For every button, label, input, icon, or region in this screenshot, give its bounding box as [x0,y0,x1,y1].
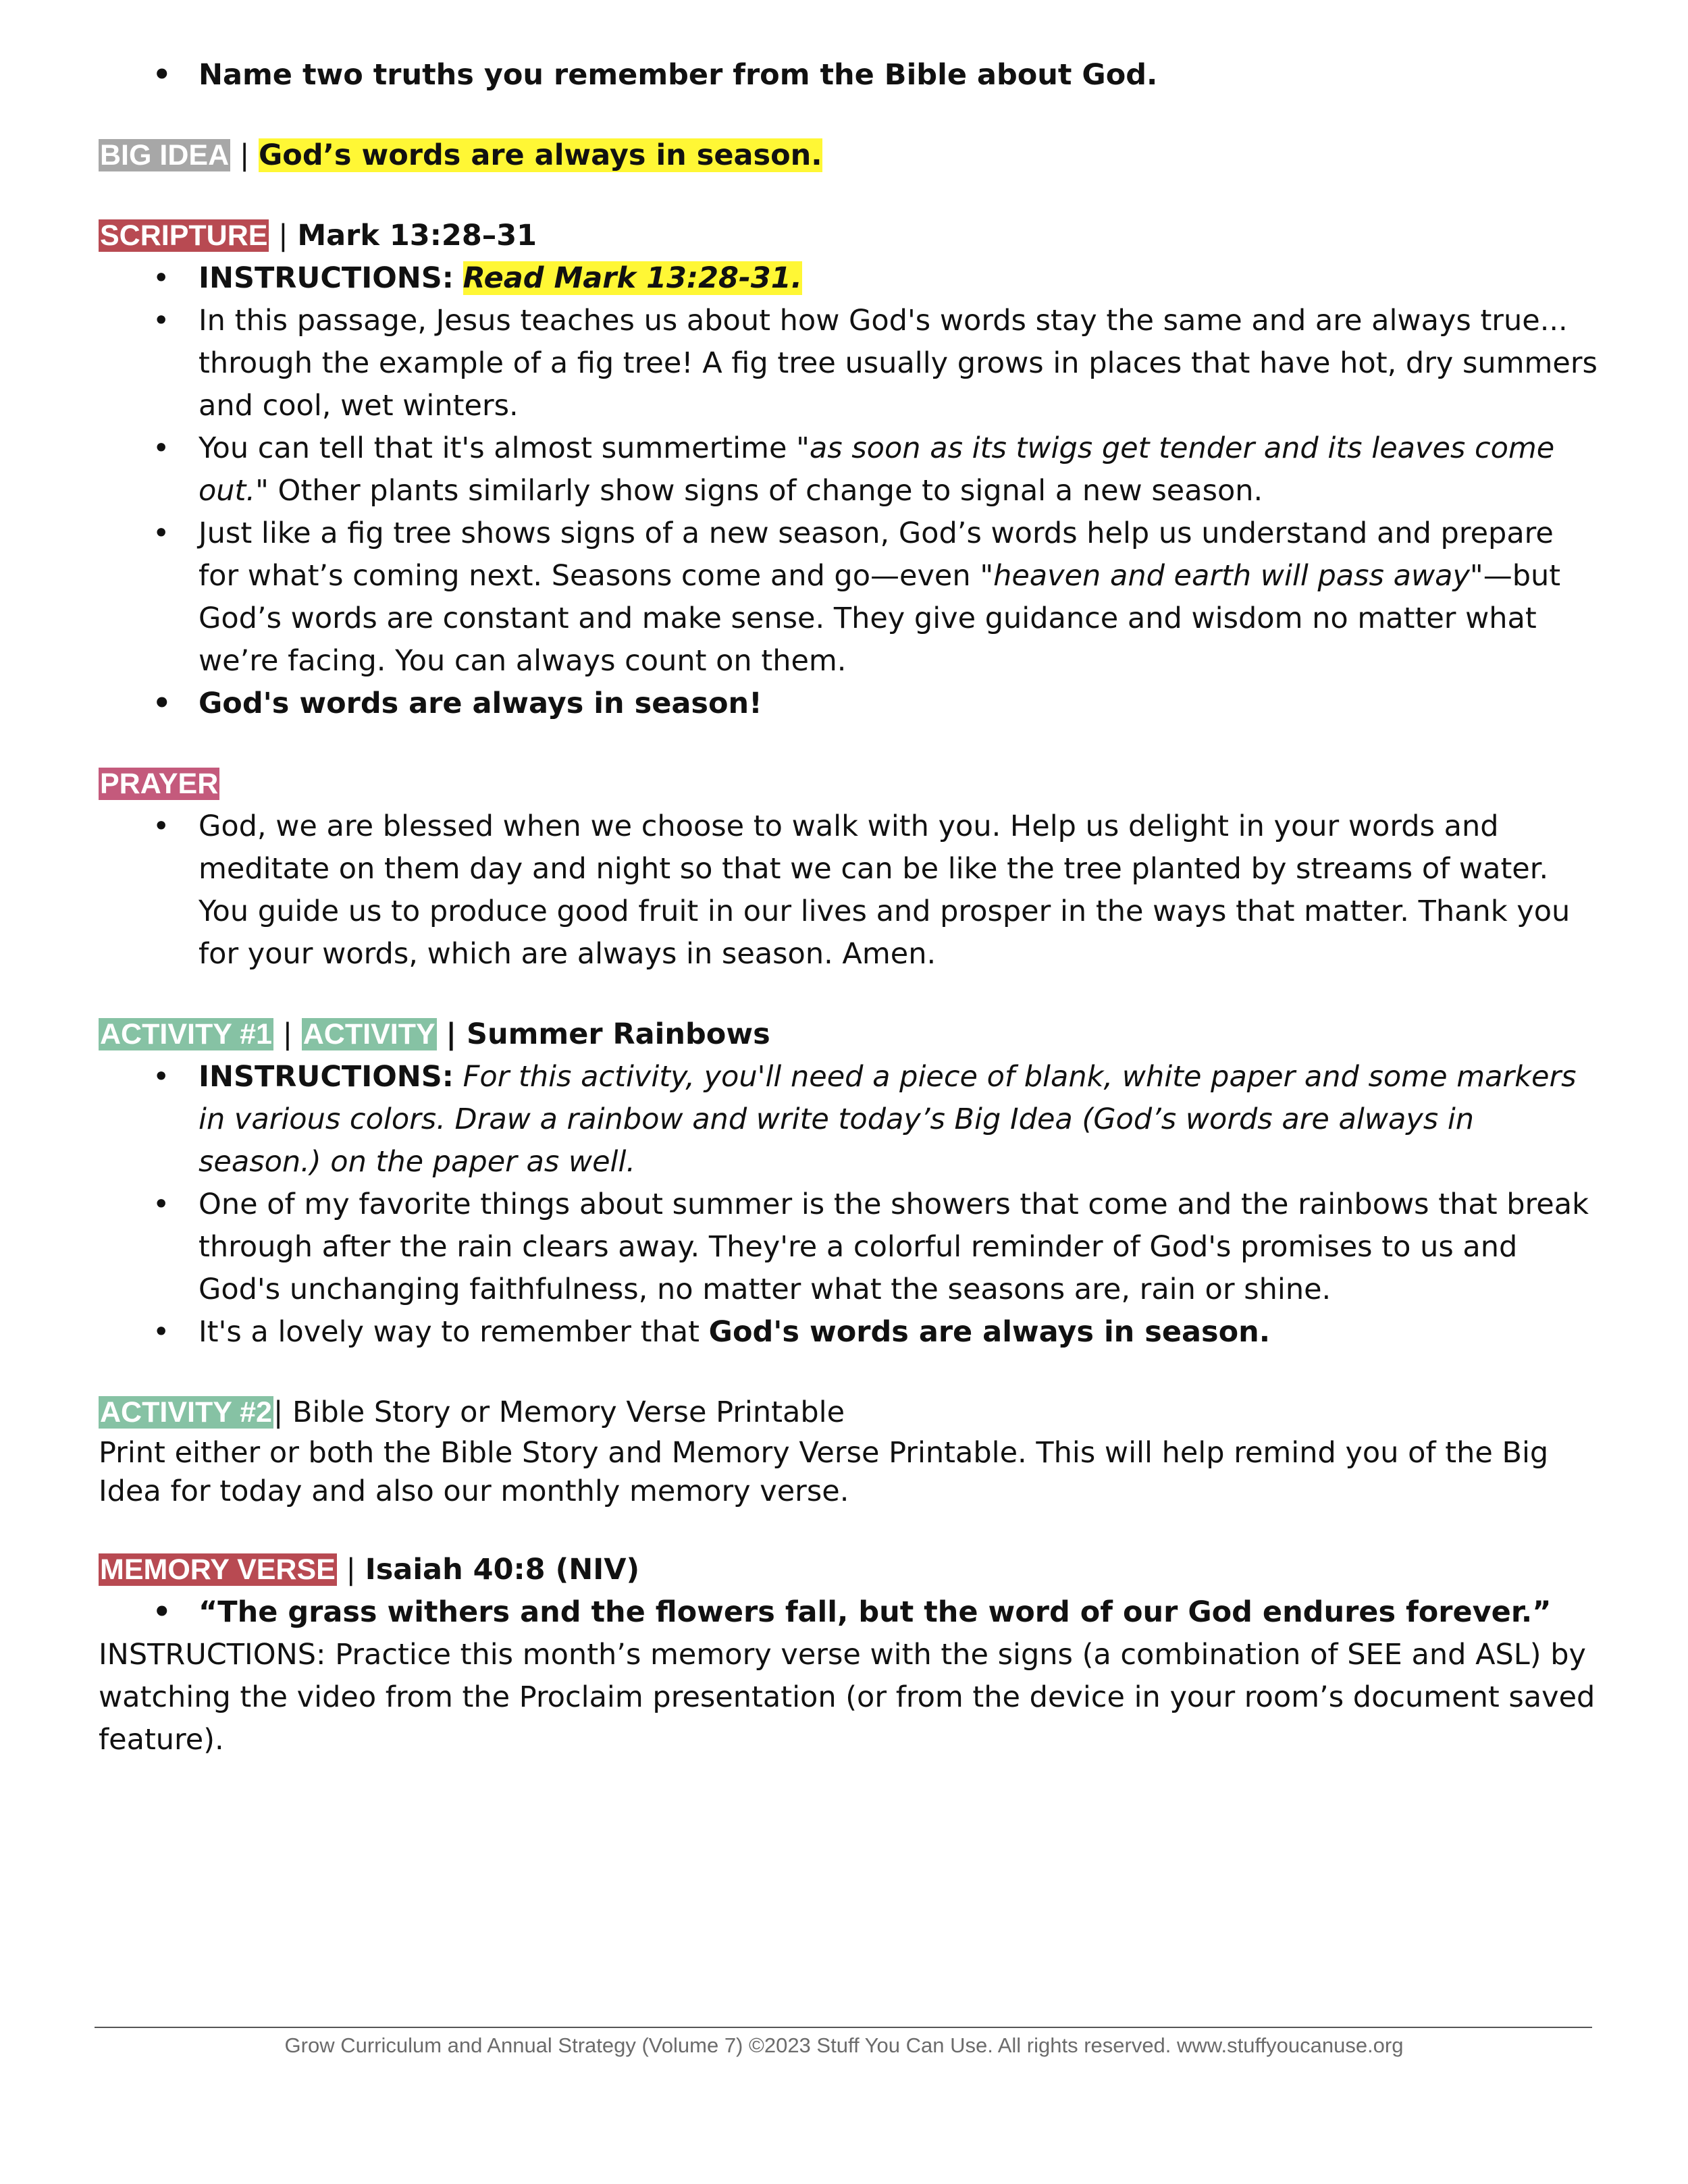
scripture-instructions-text: Read Mark 13:28-31. [463,261,802,295]
activity2-title: | Bible Story or Memory Verse Printable [273,1395,845,1429]
list-item [99,1056,1598,1183]
memory-verse-list [99,1591,1598,1634]
scripture-tag: SCRIPTURE [100,219,268,252]
prayer-list [99,805,1598,976]
prayer-tag: PRAYER [100,768,219,800]
activity2-body: Print either or both the Bible Story and Memory Verse Printable. This will help remind you of the Big Idea for today and also our monthly memory verse. [99,1436,1549,1508]
activity2-heading [99,1391,1598,1434]
footer-text: Grow Curriculum and Annual Strategy (Volume 7) ©2023 Stuff You Can Use. All rights reserved. www.stuffyoucanuse.org [284,2033,1404,2057]
memory-verse-instructions: INSTRUCTIONS: Practice this month’s memory verse with the signs (a combination of SEE and ASL) by watching the video from the Proclaim presentation (or from the device in your room’s document saved feature). [99,1638,1595,1757]
big-idea-text: God’s words are always in season. [258,138,822,172]
prayer-heading [99,763,1598,805]
big-idea-tag: BIG IDEA [100,139,230,171]
memory-verse-separator: | [346,1553,357,1587]
list-item: • One of my favorite things about summer is the showers that come and the rainbows that break through after the rain clears away. They're a colorful reminder of God's promises to us and God's unchanging faithfulness, no matter what the seasons are, rain or shine. [99,1183,1598,1311]
list-item: • In this passage, Jesus teaches us about how God's words stay the same and are always true... through the example of a fig tree! A fig tree usually grows in places that have hot, dry summers and cool, wet winters. [99,300,1598,427]
instructions-label: INSTRUCTIONS: [199,1060,454,1094]
footer-divider [95,2027,1592,2028]
memory-verse-text: • “The grass withers and the flowers fall, but the word of our God endures forever.” [99,1591,1598,1634]
big-idea-separator: | [239,138,250,172]
list-item: • God's words are always in season! [99,683,1598,725]
memory-verse-heading [99,1549,1598,1591]
list-item [99,427,1598,512]
memory-verse-reference: Isaiah 40:8 (NIV) [365,1553,640,1587]
activity1-tag: ACTIVITY #1 [100,1018,272,1050]
list-item [99,1311,1598,1354]
list-item [99,257,1598,300]
scripture-reference: Mark 13:28–31 [297,219,537,252]
activity2-tag: ACTIVITY #2 [100,1396,272,1429]
document-page [99,54,1598,1761]
memory-verse-tag: MEMORY VERSE [100,1553,336,1586]
list-item [99,512,1598,683]
activity1-title: Summer Rainbows [467,1017,770,1051]
text-span: —but God’s words are constant and make sense. They give guidance and wisdom no matter what we’re facing. You can always count on them. [199,559,1561,678]
text-span: It's a lovely way to remember that [199,1315,709,1349]
activity1-list [99,1056,1598,1354]
text-span: " Other plants similarly show signs of change to signal a new season. [255,474,1263,508]
activity-tag: ACTIVITY [302,1018,436,1050]
activity1-instructions-text: For this activity, you'll need a piece of blank, white paper and some markers in various colors. Draw a rainbow and write today’s Big Idea (God’s words are always in season.) on the paper as well. [199,1060,1577,1179]
activity1-heading [99,1013,1598,1056]
scripture-list [99,257,1598,725]
opening-question: • Name two truths you remember from the Bible about God. [99,54,1598,97]
list-item: • God, we are blessed when we choose to walk with you. Help us delight in your words and meditate on them day and night so that we can be like the tree planted by streams of water. You guide us to produce good fruit in our lives and prosper in the ways that matter. Thank you for your words, which are always in season. Amen. [99,805,1598,976]
big-idea-line [99,134,1598,177]
scripture-separator: | [278,219,288,252]
text-span: You can tell that it's almost summertime " [199,431,810,465]
quote-span: as soon as its twigs get tender and its leaves come out. [199,431,1555,508]
instructions-label: INSTRUCTIONS: [199,261,454,295]
quote-span: "heaven and earth will pass away" [980,559,1483,593]
activity1-separator: | [282,1017,293,1051]
activity1-title-prefix: | [446,1017,467,1051]
bold-span: God's words are always in season. [708,1315,1271,1349]
opening-list [99,54,1598,97]
scripture-heading [99,215,1598,257]
text-span: Just like a fig tree shows signs of a new season, God’s words help us understand and prepare for what’s coming next. Seasons come and go—even [199,516,1554,593]
